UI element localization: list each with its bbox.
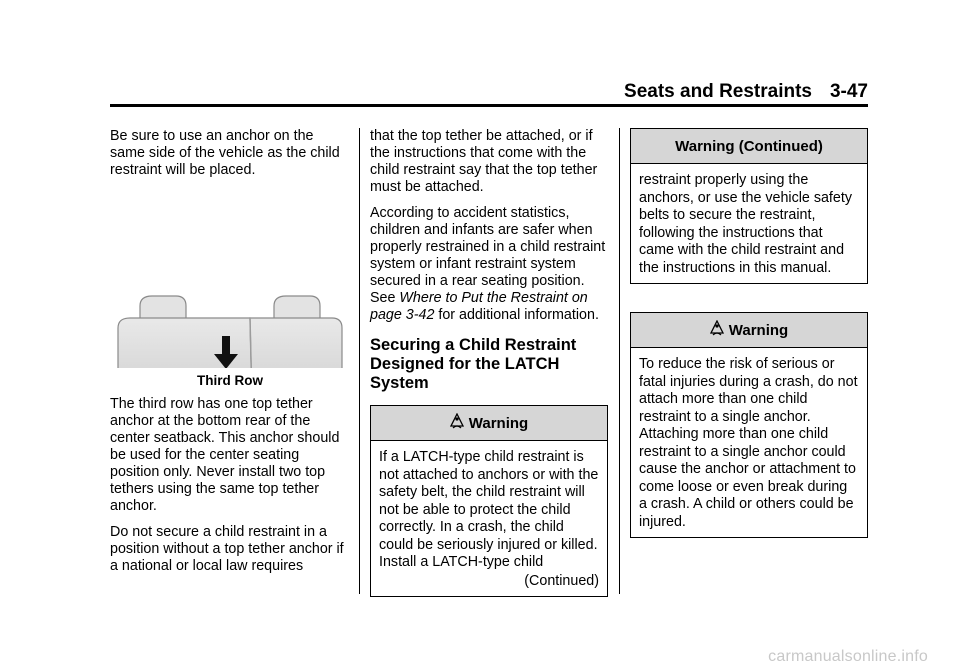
paragraph (370, 205, 608, 324)
warning-title: Warning (468, 414, 529, 432)
figure-caption: Third Row (197, 373, 263, 388)
watermark: carmanualsonline.info (768, 648, 928, 665)
warning-box-continued (630, 128, 868, 284)
header-rule (110, 104, 868, 107)
chapter-title: Seats and Restraints (624, 81, 812, 102)
warning-box (630, 312, 868, 538)
column-2 (370, 128, 608, 609)
warning-title: Warning (Continued) (675, 137, 823, 155)
column-1 (110, 128, 350, 584)
column-3 (630, 128, 868, 550)
paragraph: The third row has one top tether anchor at the bottom rear of the center seatback. This anchor should be used for the center seating position only. Never install two top tethers using the same top tether anchor. (110, 396, 340, 514)
column-divider (359, 128, 360, 594)
warning-icon (450, 413, 464, 434)
cross-reference-link[interactable]: Where to Put the Restraint on page 3-42 (370, 290, 588, 323)
warning-box (370, 405, 608, 597)
warning-body (631, 348, 867, 537)
third-row-seat-illustration (110, 188, 350, 368)
warning-text: To reduce the risk of serious or fatal injuries during a crash, do not attach more than one child restraint to a single anchor. Attaching more than one child restraint to a single anchor could cause the anchor or attachment to come loose or even break during a crash. A child or others could be injured. (639, 356, 858, 530)
warning-body (371, 441, 607, 596)
warning-header (631, 313, 867, 348)
warning-text: If a LATCH-type child restraint is not attached to anchors or with the safety belt, the child restraint will not be able to protect the child correctly. In a crash, the child could be seriously injured or killed. Install a LATCH-type child (379, 449, 599, 570)
warning-body (631, 164, 867, 283)
paragraph: that the top tether be attached, or if the instructions that come with the child restraint say that the top tether must be attached. (370, 128, 598, 195)
page-number: 3-47 (829, 81, 868, 102)
column-divider (619, 128, 620, 594)
paragraph: Do not secure a child restraint in a position without a top tether anchor if a national or local law requires (110, 524, 344, 574)
warning-title: Warning (728, 321, 789, 339)
paragraph-text: According to accident statistics, children and infants are safer when properly restrained in a child restraint system or infant restraint system secured in a rear seating position. See (370, 205, 606, 306)
warning-header (371, 406, 607, 441)
page-header (110, 80, 868, 104)
section-heading: Securing a Child Restraint Designed for the LATCH System (370, 336, 577, 392)
paragraph-text: for additional information. (434, 307, 599, 323)
warning-header (631, 129, 867, 164)
warning-icon (710, 320, 724, 341)
paragraph: Be sure to use an anchor on the same side of the vehicle as the child restraint will be placed. (110, 128, 340, 178)
continued-label: (Continued) (524, 572, 599, 589)
warning-text: restraint properly using the anchors, or use the vehicle safety belts to secure the restraint, following the instructions that came with the child restraint and the instructions in this manual. (639, 172, 852, 276)
